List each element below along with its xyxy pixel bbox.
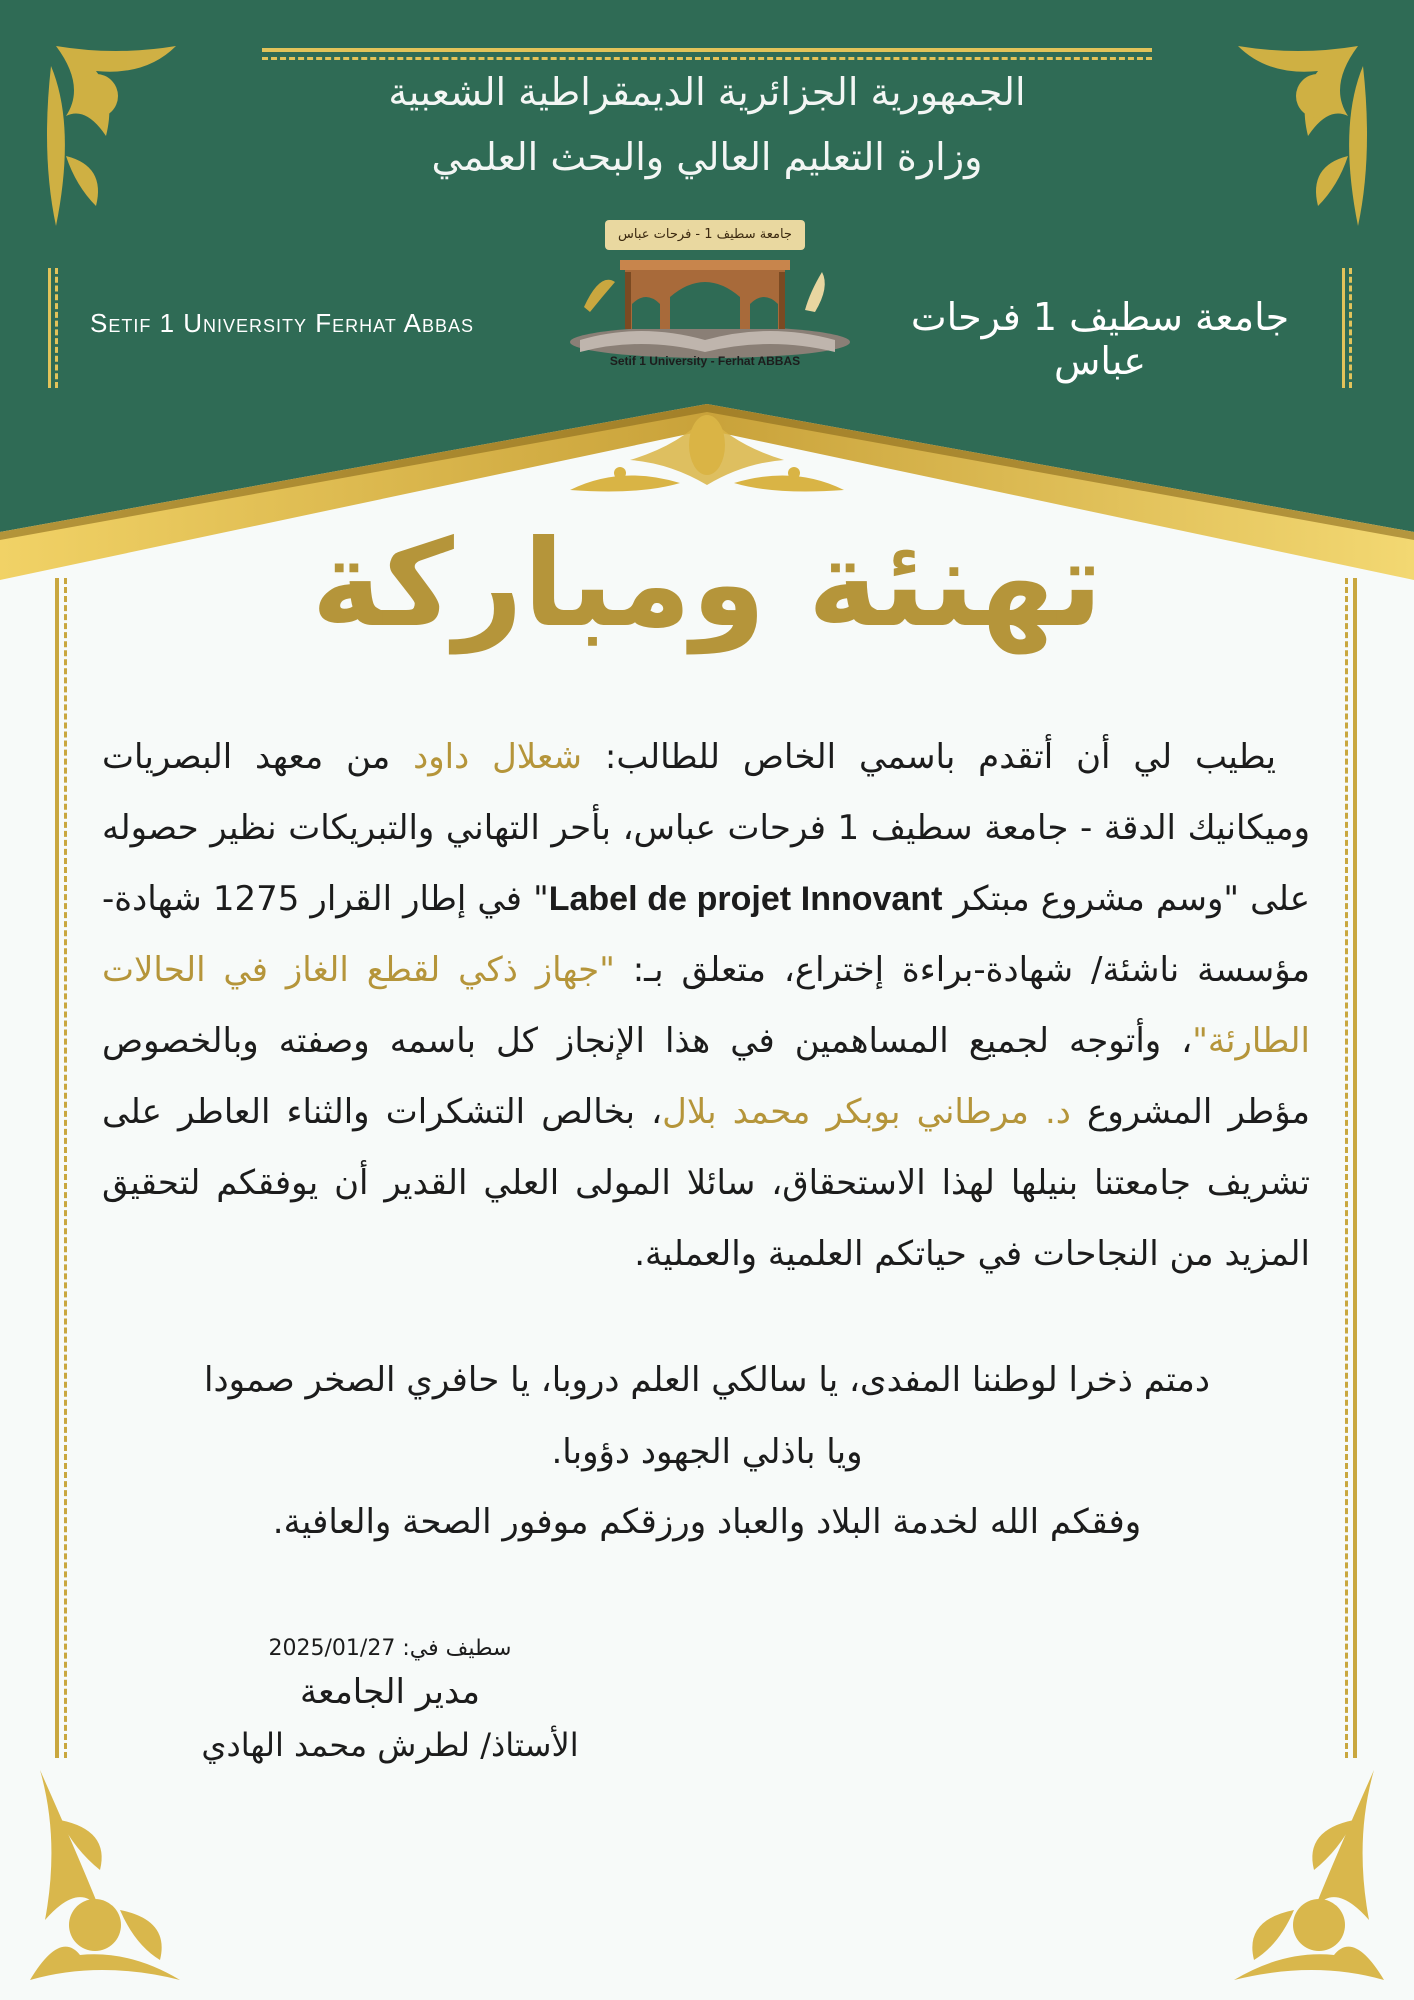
poem-line-1: دمتم ذخرا لوطننا المفدى، يا سالكي العلم دروبا، يا حافري الصخر صمودا bbox=[204, 1360, 1210, 1400]
university-name-en: Setif 1 University Ferhat Abbas bbox=[90, 308, 474, 338]
bottom-left-ornament-icon bbox=[20, 1760, 190, 1990]
university-name-ar: جامعة سطيف 1 فرحات عباس bbox=[910, 295, 1290, 383]
right-header-dash bbox=[1342, 268, 1354, 388]
poem-line-3: وفقكم الله لخدمة البلاد والعباد ورزقكم موفور الصحة والعافية. bbox=[272, 1502, 1142, 1542]
signature-name: الأستاذ/ لطرش محمد الهادي bbox=[201, 1726, 579, 1764]
university-logo bbox=[560, 212, 850, 377]
center-ornament-icon bbox=[560, 405, 854, 505]
project-name: "جهاز ذكي لقطع الغاز في الحالات الطارئة" bbox=[102, 950, 1310, 1061]
bottom-right-ornament-icon bbox=[1224, 1760, 1394, 1990]
logo-caption: Setif 1 University - Ferhat ABBAS bbox=[609, 354, 801, 368]
signature-date: سطيف في: 2025/01/27 bbox=[268, 1636, 512, 1661]
republic-title: الجمهورية الجزائرية الديمقراطية الشعبية bbox=[388, 70, 1026, 114]
top-gold-line bbox=[262, 48, 1152, 62]
supervisor-name: د. مرطاني بوبكر محمد بلال bbox=[662, 1092, 1071, 1132]
poem-line-2: ويا باذلي الجهود دؤوبا. bbox=[551, 1432, 863, 1472]
logo-banner: جامعة سطيف 1 - فرحات عباس bbox=[605, 220, 805, 250]
congratulation-text: يطيب لي أن أتقدم باسمي الخاص للطالب: شعلال داود من معهد البصريات وميكانيك الدقة - جامعة سطيف 1 فرحات عباس، بأحر التهاني والتبريكات نظير حصوله على "وسم مشروع مبتكر Label de projet Innovant" في إطار القرار 1275 شهادة-مؤسسة ناشئة/ شهادة-براءة إختراع، متعلق بـ: "جهاز ذكي لقطع الغاز في الحالات الطارئة"، وأتوجه لجميع المساهمين في هذا الإنجاز كل باسمه وصفته وبالخصوص مؤطر المشروع د. مرطاني بوبكر محمد بلال، بخالص التشكرات والثناء العاطر على تشريف جامعتنا بنيلها لهذا الاستحقاق، سائلا المولى العلي القدير أن يوفقكم لتحقيق المزيد من النجاحات في حياتكم العلمية والعملية. bbox=[102, 737, 1311, 1274]
right-frame-line bbox=[1345, 578, 1359, 1758]
left-header-dash bbox=[48, 268, 60, 388]
top-right-ornament-icon bbox=[1218, 36, 1378, 236]
label-name: Label de projet Innovant bbox=[548, 880, 943, 918]
top-left-ornament-icon bbox=[36, 36, 196, 236]
ministry-title: وزارة التعليم العالي والبحث العلمي bbox=[431, 135, 983, 179]
signature-role: مدير الجامعة bbox=[299, 1672, 481, 1712]
student-name: شعلال داود bbox=[413, 737, 582, 777]
left-frame-line bbox=[55, 578, 69, 1758]
certificate-title: تهنئة ومباركة bbox=[311, 515, 1103, 654]
